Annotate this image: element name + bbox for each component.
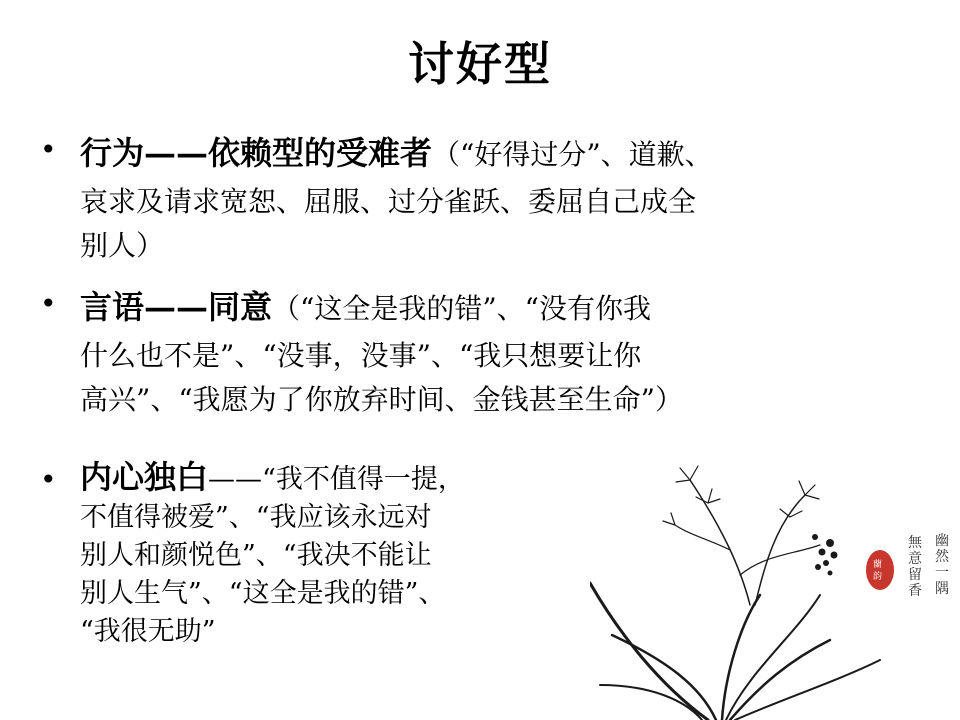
orchid-petal	[780, 509, 802, 517]
orchid-leaf	[726, 595, 820, 720]
bullet-dot: •	[40, 287, 57, 320]
bullet-line: “我很无助”	[80, 616, 216, 647]
calligraphy-text: 隅	[935, 581, 949, 597]
orchid-petal	[799, 481, 819, 499]
orchid-bud	[823, 560, 829, 566]
bullet-text	[80, 128, 713, 268]
slide-title: 讨好型	[408, 37, 552, 91]
bullet-line: 什么也不是”、“没事，没事”、“我只想要让你	[80, 339, 642, 372]
bullet-dot: •	[40, 133, 57, 166]
seal-text: 韵	[873, 572, 883, 582]
bullet-line: 哀求及请求宽恕、屈服、过分雀跃、委屈自己成全	[80, 185, 697, 218]
calligraphy-text: 無	[908, 535, 922, 551]
bullet-speech	[40, 282, 683, 422]
calligraphy-text: 一	[935, 565, 949, 581]
bullet-line	[80, 128, 713, 180]
orchid-leaf	[730, 640, 830, 720]
orchid-bud	[815, 564, 821, 570]
red-seal-icon	[866, 550, 894, 590]
orchid-petal	[676, 466, 698, 482]
orchid-leaf	[722, 595, 760, 720]
bullet-line: 别人和颜悦色”、“我决不能让	[80, 540, 432, 571]
orchid-leaf	[590, 583, 708, 720]
orchid-bud	[812, 534, 818, 540]
orchid-stem	[740, 545, 820, 575]
orchid-bud	[828, 571, 833, 576]
bullet-line: 别人）	[80, 229, 165, 262]
orchid-leaf	[612, 635, 716, 720]
bullet-line: 高兴”、“我愿为了你放弃时间、金钱甚至生命”）	[80, 383, 683, 416]
seal-text: 蘭	[873, 560, 883, 570]
orchid-bud	[819, 549, 826, 556]
bullet-lead: 言语——同意	[80, 288, 273, 326]
bullet-line: 别人生气”、“这全是我的错”、	[80, 578, 446, 609]
calligraphy-text: 香	[908, 583, 922, 599]
bullet-text	[80, 458, 465, 651]
bullet-detail: ——“我不值得一提，	[208, 464, 465, 495]
calligraphy-text: 幽	[935, 533, 949, 549]
bullet-detail: （“好得过分”、道歉、	[432, 138, 713, 171]
calligraphy-text: 意	[908, 551, 922, 567]
bullet-dot: •	[40, 463, 57, 496]
bullet-lead: 行为——依赖型的受难者	[80, 134, 433, 172]
ink-orchid-painting-icon	[590, 455, 960, 720]
orchid-bud	[826, 539, 834, 547]
orchid-petal	[663, 513, 675, 525]
calligraphy-text: 留	[908, 567, 922, 583]
bullet-behavior	[40, 128, 713, 268]
orchid-stem	[675, 525, 730, 550]
bullet-lead: 内心独白	[80, 458, 209, 496]
orchid-stem	[755, 495, 805, 605]
bullet-text	[80, 282, 683, 422]
bullet-inner-monologue	[40, 458, 465, 651]
bullet-detail: （“这全是我的错”、“没有你我	[272, 292, 651, 325]
bullet-line: 不值得被爱”、“我应该永远对	[80, 502, 432, 533]
calligraphy-text: 然	[935, 549, 949, 565]
orchid-bud	[831, 552, 838, 559]
bullet-line	[80, 282, 683, 334]
bullet-line	[80, 458, 465, 499]
